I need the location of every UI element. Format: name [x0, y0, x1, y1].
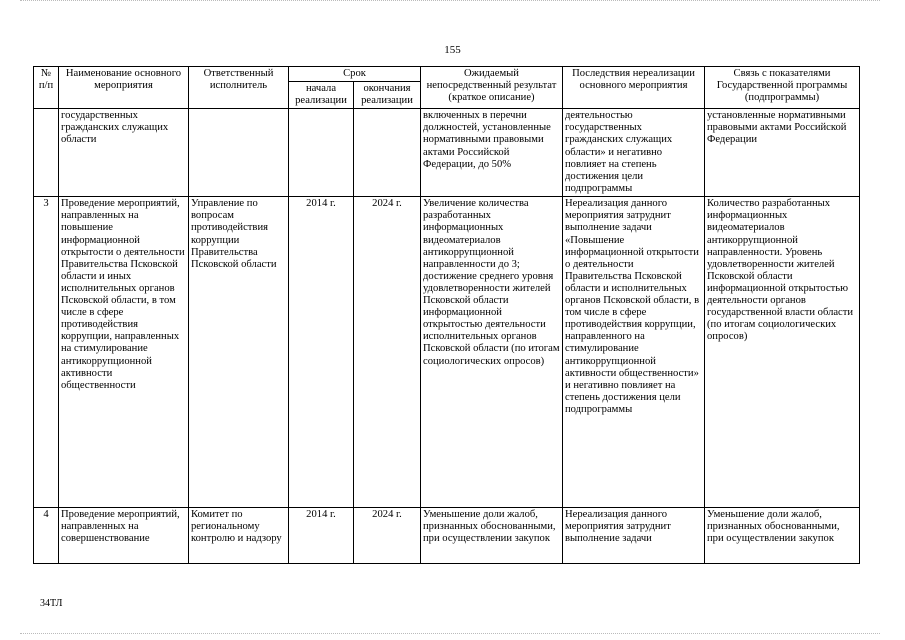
activities-table	[33, 66, 860, 564]
table-row	[34, 197, 860, 508]
row-link: установленные нормативными правовыми актами Российской Федерации	[705, 109, 860, 197]
row-name: государственных гражданских служащих области	[59, 109, 189, 197]
row-executor: Управление по вопросам противодействия коррупции Правительства Псковской области	[189, 197, 289, 508]
row-name: Проведение мероприятий, направленных на повышение информационной открытости о деятельности Правительства Псковской области и иных исполнительных органов Псковской области, в том числе в сфере противодействия коррупции, направленных на стимулирование антикоррупционной активности общественности	[59, 197, 189, 508]
row-executor	[189, 109, 289, 197]
row-link: Уменьшение доли жалоб, признанных обоснованными, при осуществлении закупок	[705, 508, 860, 564]
table-row	[34, 508, 860, 564]
header-num: № п/п	[34, 67, 59, 109]
row-num: 3	[34, 197, 59, 508]
table-row	[34, 109, 860, 197]
row-consequences: деятельностью государственных гражданских служащих области» и негативно повлияет на степень достижения цели подпрограммы	[563, 109, 705, 197]
page-number: 155	[444, 44, 461, 56]
row-end: 2024 г.	[354, 197, 421, 508]
header-consequences: Последствия нереализации основного мероприятия	[563, 67, 705, 109]
row-result: Увеличение количества разработанных информационных видеоматериалов антикоррупционной направленности до 3; достижение среднего уровня удовлетворенности жителей Псковской области информационной открытостью деятельности исполнительных органов Псковской области (по итогам социологических опросов)	[421, 197, 563, 508]
row-result: Уменьшение доли жалоб, признанных обоснованными, при осуществлении закупок	[421, 508, 563, 564]
row-start: 2014 г.	[289, 508, 354, 564]
row-start	[289, 109, 354, 197]
row-end: 2024 г.	[354, 508, 421, 564]
header-term: Срок	[289, 67, 421, 82]
footer-code: 34ТЛ	[40, 598, 63, 609]
header-name: Наименование основного мероприятия	[59, 67, 189, 109]
row-start: 2014 г.	[289, 197, 354, 508]
header-start: начала реализации	[289, 82, 354, 109]
table-header	[34, 67, 860, 109]
row-link: Количество разработанных информационных видеоматериалов антикоррупционной направленности. Уровень удовлетворенности жителей Псковской области информационной открытостью деятельности органов государственной власти области (по итогам социологических опросов)	[705, 197, 860, 508]
row-consequences: Нереализация данного мероприятия затруднит выполнение задачи «Повышение информационной открытости о деятельности Правительства Псковской области и исполнительных органов Псковской области, в том числе в сфере противодействия коррупции, направленного на стимулирование антикоррупционной активности общественности» и негативно повлияет на степень достижения цели подпрограммы	[563, 197, 705, 508]
row-consequences: Нереализация данного мероприятия затруднит выполнение задачи	[563, 508, 705, 564]
row-executor: Комитет по региональному контролю и надзору	[189, 508, 289, 564]
row-result: включенных в перечни должностей, установленные нормативными правовыми актами Российской Федерации, до 50%	[421, 109, 563, 197]
row-name: Проведение мероприятий, направленных на совершенствование	[59, 508, 189, 564]
scan-edge-bottom	[20, 633, 880, 635]
header-result: Ожидаемый непосредственный результат (краткое описание)	[421, 67, 563, 109]
scan-edge-top	[20, 0, 880, 2]
row-num	[34, 109, 59, 197]
header-end: окончания реализации	[354, 82, 421, 109]
header-executor: Ответственный исполнитель	[189, 67, 289, 109]
row-end	[354, 109, 421, 197]
row-num: 4	[34, 508, 59, 564]
header-link: Связь с показателями Государственной программы (подпрограммы)	[705, 67, 860, 109]
